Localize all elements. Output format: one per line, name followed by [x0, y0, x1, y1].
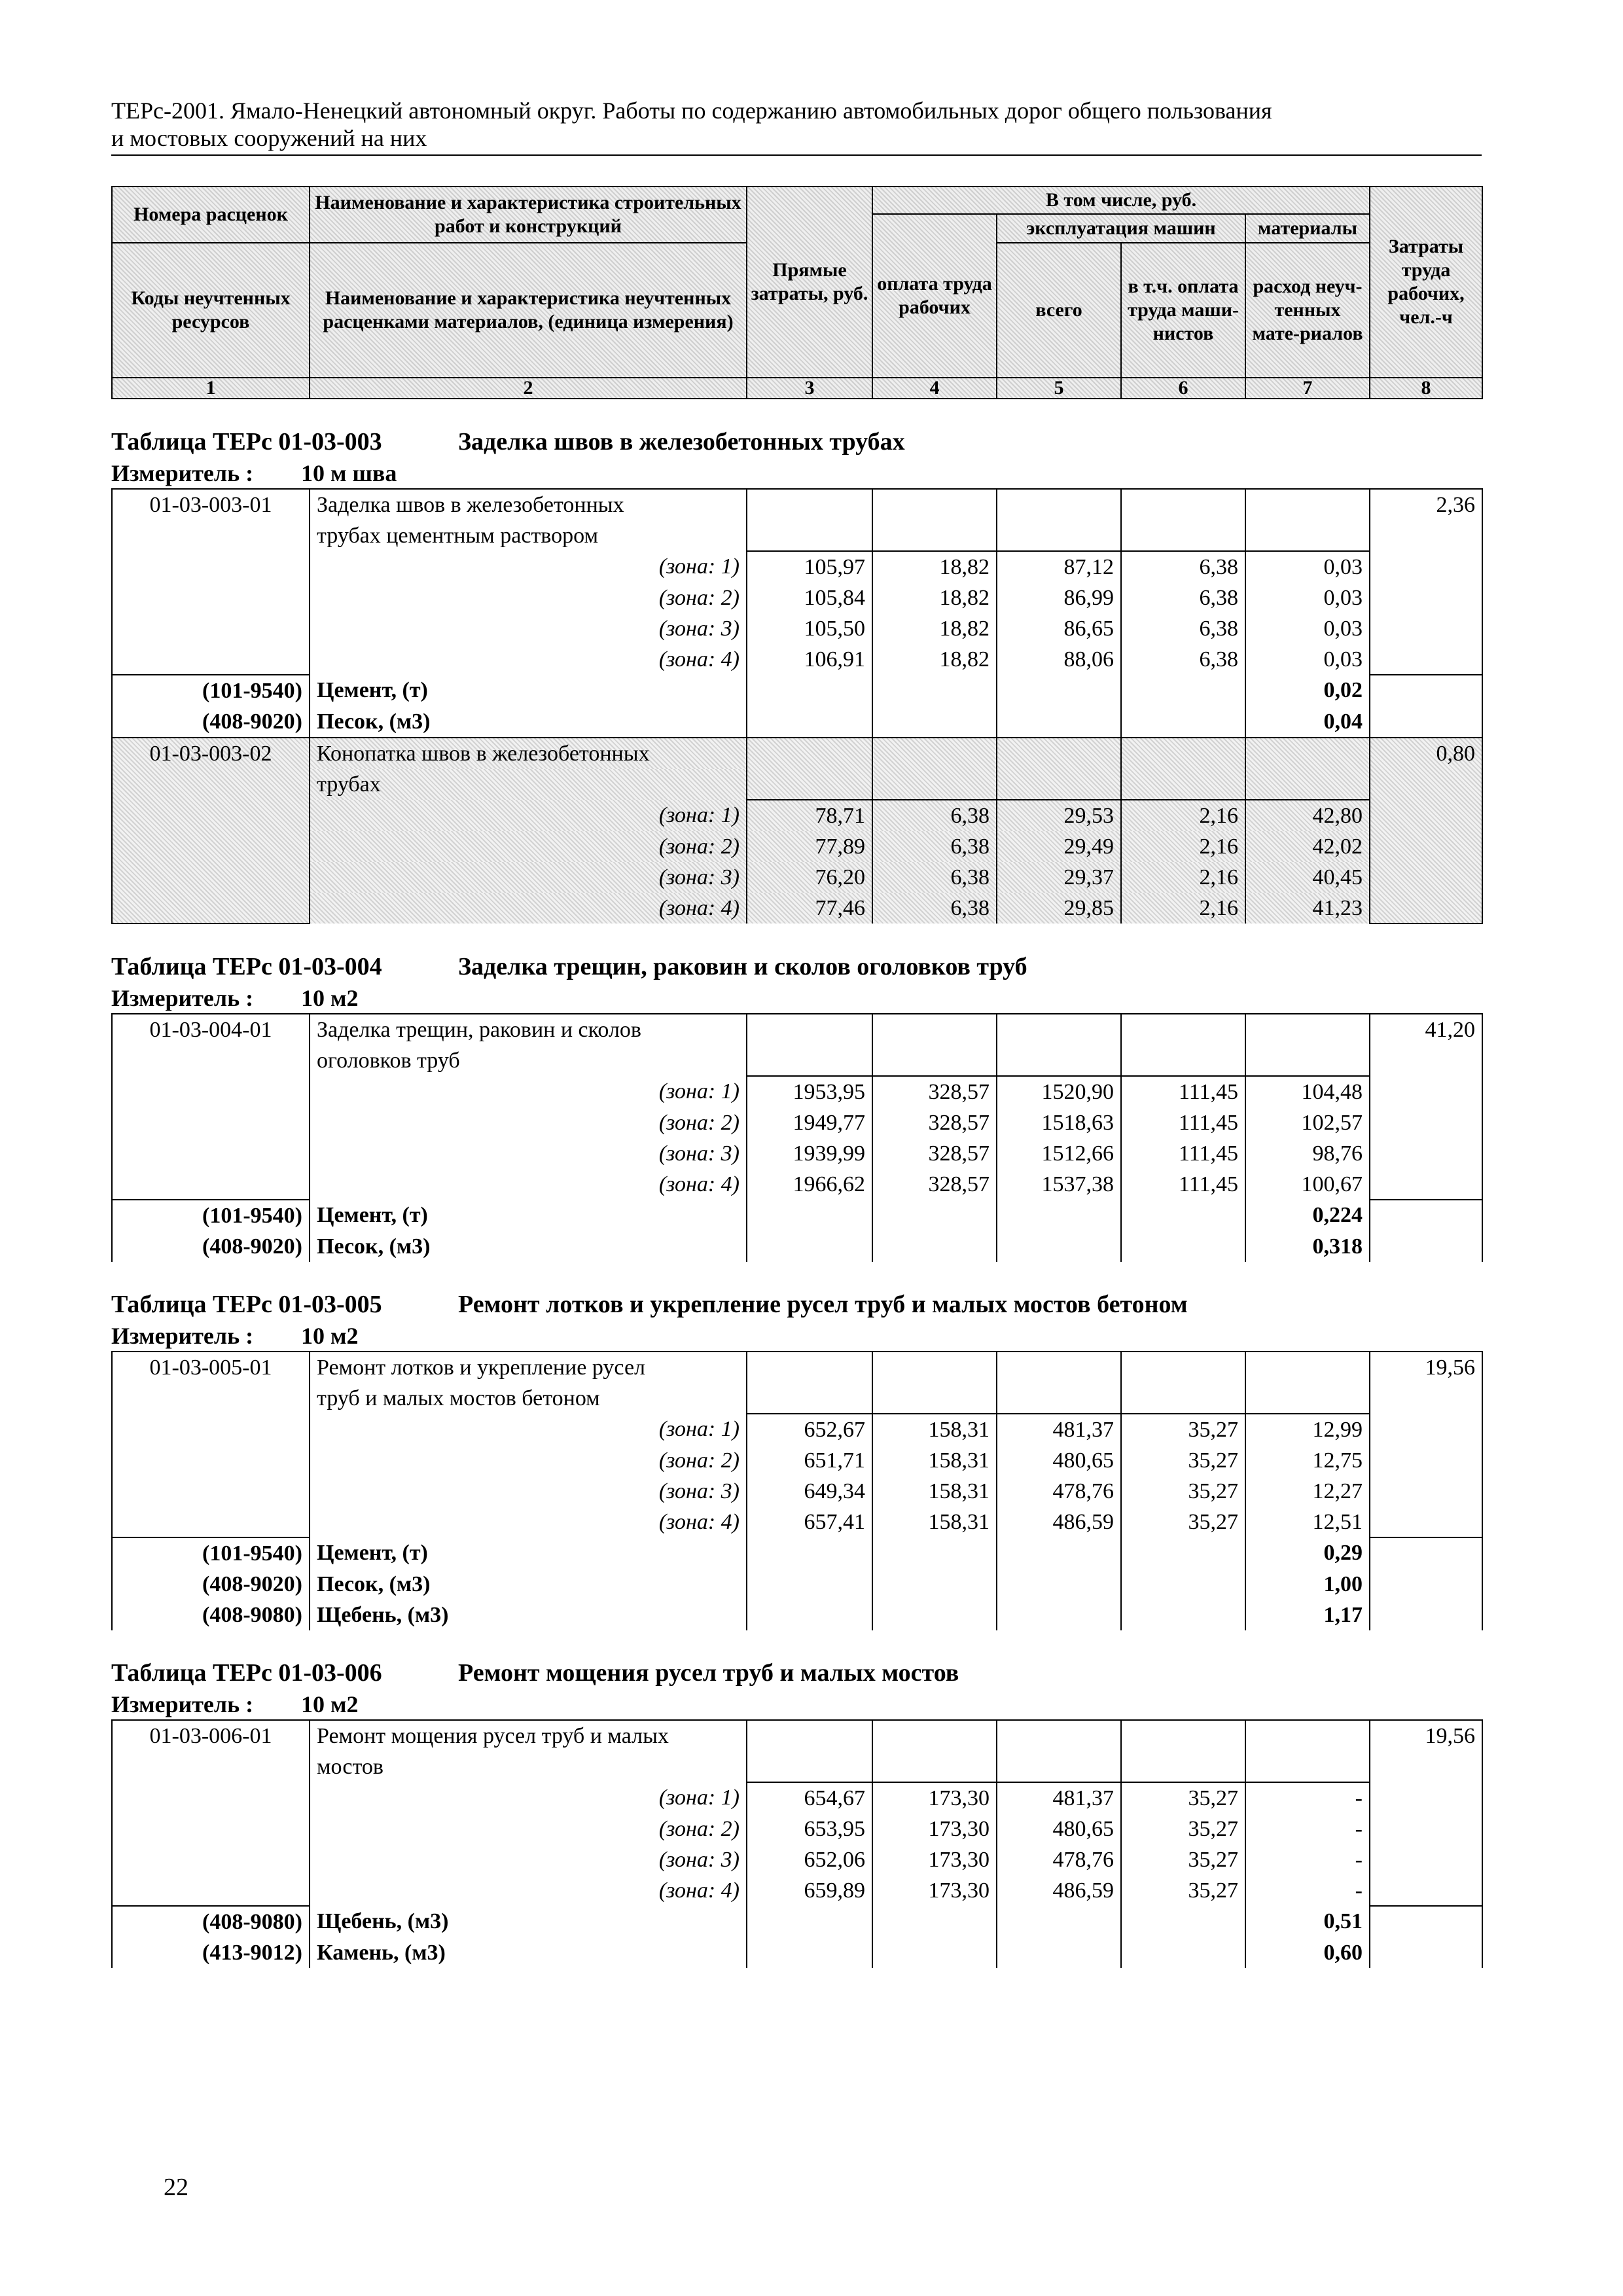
zone-value: -	[1245, 1814, 1370, 1844]
table-name: Заделка трещин, раковин и сколов оголовков труб	[458, 953, 1027, 980]
zone-value: 35,27	[1121, 1844, 1245, 1875]
zone-value: 42,02	[1245, 831, 1370, 862]
zone-value: 2,16	[1121, 800, 1245, 831]
column-header-table	[111, 186, 1483, 399]
zone-row	[112, 1414, 1482, 1445]
zone-value: 111,45	[1121, 1138, 1245, 1169]
zone-value: 12,75	[1245, 1445, 1370, 1476]
zone-value: 111,45	[1121, 1107, 1245, 1138]
resource-name: Песок, (м3)	[310, 1569, 747, 1600]
meter-line	[111, 983, 1482, 1013]
zone-row	[112, 1814, 1482, 1844]
rate-name-line-2: трубах	[310, 769, 747, 800]
resource-value: 0,51	[1245, 1906, 1370, 1937]
zone-row	[112, 1782, 1482, 1814]
zone-value: 18,82	[872, 613, 997, 644]
zone-value: 6,38	[1121, 583, 1245, 613]
rate-id: 01-03-004-01	[112, 1014, 310, 1200]
zone-label: (зона: 1)	[310, 1414, 747, 1445]
zone-value: 86,65	[997, 613, 1121, 644]
col-num: 2	[310, 378, 747, 399]
rate-name-line-2: мостов	[310, 1751, 747, 1782]
zone-value: 2,16	[1121, 831, 1245, 862]
machines-header: эксплуатация машин	[997, 214, 1245, 243]
document-page	[111, 97, 1482, 1968]
header-line-1: ТЕРс-2001. Ямало-Ненецкий автономный округ. Работы по содержанию автомобильных дорог общего пользования	[111, 98, 1272, 124]
zone-value: 12,99	[1245, 1414, 1370, 1445]
rate-id: 01-03-003-02	[112, 738, 310, 924]
rate-row	[112, 1720, 1482, 1751]
zone-label: (зона: 4)	[310, 644, 747, 675]
resource-code: (101-9540)	[112, 675, 310, 706]
resource-value: 1,17	[1245, 1600, 1370, 1630]
zone-value: 77,89	[747, 831, 872, 862]
rate-row	[112, 1352, 1482, 1383]
labor-cost: 19,56	[1370, 1720, 1482, 1906]
zone-value: 158,31	[872, 1476, 997, 1507]
zone-value: 654,67	[747, 1782, 872, 1814]
resource-code: (413-9012)	[112, 1937, 310, 1968]
meter-line	[111, 458, 1482, 488]
zone-value: 105,50	[747, 613, 872, 644]
zone-value: 328,57	[872, 1076, 997, 1107]
rate-row	[112, 738, 1482, 769]
zone-label: (зона: 2)	[310, 1814, 747, 1844]
resource-code: (408-9080)	[112, 1906, 310, 1937]
zone-value: 6,38	[872, 862, 997, 893]
table-name: Ремонт лотков и укрепление русел труб и малых мостов бетоном	[458, 1291, 1188, 1318]
rate-name-line-1: Ремонт лотков и укрепление русел	[310, 1352, 747, 1383]
zone-value: 87,12	[997, 551, 1121, 583]
zone-value: 486,59	[997, 1507, 1121, 1537]
zone-value: 98,76	[1245, 1138, 1370, 1169]
meter-value: 10 м2	[301, 1323, 359, 1349]
zone-value: 173,30	[872, 1782, 997, 1814]
zone-value: 649,34	[747, 1476, 872, 1507]
resource-value: 0,02	[1245, 675, 1370, 706]
labor-cost: 19,56	[1370, 1352, 1482, 1537]
zone-row	[112, 831, 1482, 862]
col4-header: оплата труда рабочих	[872, 214, 997, 378]
zone-value: 106,91	[747, 644, 872, 675]
labor-cost: 0,80	[1370, 738, 1482, 924]
zone-label: (зона: 2)	[310, 1445, 747, 1476]
zone-value: 480,65	[997, 1814, 1121, 1844]
resource-code: (408-9020)	[112, 1231, 310, 1262]
zone-value: 1949,77	[747, 1107, 872, 1138]
zone-value: 102,57	[1245, 1107, 1370, 1138]
resource-row	[112, 1200, 1482, 1231]
zone-value: 659,89	[747, 1875, 872, 1906]
col7-header: расход неуч-тенных мате-риалов	[1245, 243, 1370, 378]
zone-value: 6,38	[1121, 644, 1245, 675]
zone-value: 0,03	[1245, 644, 1370, 675]
zone-value: -	[1245, 1875, 1370, 1906]
materials-header: материалы	[1245, 214, 1370, 243]
resource-row	[112, 1600, 1482, 1630]
resource-row	[112, 1937, 1482, 1968]
zone-value: 29,85	[997, 893, 1121, 924]
zone-value: -	[1245, 1844, 1370, 1875]
zone-value: 653,95	[747, 1814, 872, 1844]
resource-row	[112, 1537, 1482, 1569]
rate-name-line-1: Заделка швов в железобетонных	[310, 489, 747, 520]
zone-label: (зона: 3)	[310, 1844, 747, 1875]
zone-value: 111,45	[1121, 1076, 1245, 1107]
resource-name: Цемент, (т)	[310, 1537, 747, 1569]
resource-name: Песок, (м3)	[310, 1231, 747, 1262]
zone-value: -	[1245, 1782, 1370, 1814]
resource-value: 0,29	[1245, 1537, 1370, 1569]
col8-header: Затраты труда рабочих, чел.-ч	[1370, 187, 1482, 378]
zone-value: 480,65	[997, 1445, 1121, 1476]
col5-header: всего	[997, 243, 1121, 378]
rate-table	[111, 1719, 1483, 1968]
table-title	[111, 950, 1482, 983]
rate-table	[111, 488, 1483, 924]
table-title	[111, 425, 1482, 458]
meter-label: Измеритель :	[111, 1691, 254, 1717]
col1-top-header: Номера расценок	[112, 187, 310, 243]
zone-value: 173,30	[872, 1814, 997, 1844]
zone-row	[112, 1076, 1482, 1107]
zone-label: (зона: 4)	[310, 1507, 747, 1537]
table-code: Таблица ТЕРс 01-03-005	[111, 1291, 382, 1318]
zone-value: 1518,63	[997, 1107, 1121, 1138]
labor-cost: 2,36	[1370, 489, 1482, 675]
zone-value: 29,53	[997, 800, 1121, 831]
resource-value: 0,224	[1245, 1200, 1370, 1231]
zone-row	[112, 1107, 1482, 1138]
col2-top-header: Наименование и характеристика строительных работ и конструкций	[310, 187, 747, 243]
zone-value: 2,16	[1121, 862, 1245, 893]
rate-id: 01-03-006-01	[112, 1720, 310, 1906]
meter-value: 10 м2	[301, 1691, 359, 1717]
zone-row	[112, 583, 1482, 613]
zone-value: 12,51	[1245, 1507, 1370, 1537]
zone-value: 78,71	[747, 800, 872, 831]
meter-value: 10 м2	[301, 985, 359, 1011]
rate-table	[111, 1013, 1483, 1262]
zone-value: 481,37	[997, 1782, 1121, 1814]
zone-value: 35,27	[1121, 1507, 1245, 1537]
zone-value: 35,27	[1121, 1476, 1245, 1507]
resource-row	[112, 1906, 1482, 1937]
zone-value: 105,84	[747, 583, 872, 613]
resource-code: (101-9540)	[112, 1537, 310, 1569]
zone-row	[112, 1476, 1482, 1507]
resource-row	[112, 1569, 1482, 1600]
zone-value: 1520,90	[997, 1076, 1121, 1107]
zone-value: 18,82	[872, 644, 997, 675]
meter-line	[111, 1321, 1482, 1351]
resource-name: Щебень, (м3)	[310, 1906, 747, 1937]
zone-label: (зона: 4)	[310, 1169, 747, 1200]
zone-value: 173,30	[872, 1875, 997, 1906]
zone-row	[112, 1844, 1482, 1875]
zone-value: 35,27	[1121, 1814, 1245, 1844]
col1-bottom-header: Коды неучтенных ресурсов	[112, 243, 310, 378]
zone-value: 173,30	[872, 1844, 997, 1875]
rate-name-line-1: Ремонт мощения русел труб и малых	[310, 1720, 747, 1751]
zone-value: 158,31	[872, 1507, 997, 1537]
zone-value: 76,20	[747, 862, 872, 893]
zone-value: 77,46	[747, 893, 872, 924]
zone-label: (зона: 2)	[310, 583, 747, 613]
table-name: Заделка швов в железобетонных трубах	[458, 428, 905, 456]
zone-label: (зона: 3)	[310, 613, 747, 644]
zone-value: 6,38	[872, 800, 997, 831]
resource-value: 0,04	[1245, 706, 1370, 738]
col-num: 7	[1245, 378, 1370, 399]
zone-row	[112, 800, 1482, 831]
resource-row	[112, 706, 1482, 738]
resource-value: 0,60	[1245, 1937, 1370, 1968]
zone-row	[112, 1445, 1482, 1476]
zone-label: (зона: 1)	[310, 1076, 747, 1107]
zone-value: 652,06	[747, 1844, 872, 1875]
zone-value: 0,03	[1245, 551, 1370, 583]
zone-value: 652,67	[747, 1414, 872, 1445]
col-num: 4	[872, 378, 997, 399]
zone-value: 35,27	[1121, 1782, 1245, 1814]
col-num: 8	[1370, 378, 1482, 399]
meter-label: Измеритель :	[111, 985, 254, 1011]
zone-value: 35,27	[1121, 1875, 1245, 1906]
running-header	[111, 97, 1482, 156]
zone-value: 328,57	[872, 1169, 997, 1200]
zone-label: (зона: 2)	[310, 831, 747, 862]
zone-row	[112, 613, 1482, 644]
zone-row	[112, 1138, 1482, 1169]
table-code: Таблица ТЕРс 01-03-006	[111, 1659, 382, 1687]
table-title	[111, 1288, 1482, 1321]
table-code: Таблица ТЕРс 01-03-004	[111, 953, 382, 980]
column-number-row	[112, 378, 1482, 399]
resource-row	[112, 675, 1482, 706]
table-code: Таблица ТЕРс 01-03-003	[111, 428, 382, 456]
rate-name-line-1: Конопатка швов в железобетонных	[310, 738, 747, 769]
zone-row	[112, 644, 1482, 675]
resource-name: Цемент, (т)	[310, 1200, 747, 1231]
resource-value: 1,00	[1245, 1569, 1370, 1600]
rate-id: 01-03-005-01	[112, 1352, 310, 1537]
zone-label: (зона: 4)	[310, 893, 747, 924]
zone-value: 158,31	[872, 1445, 997, 1476]
zone-value: 18,82	[872, 583, 997, 613]
zone-value: 35,27	[1121, 1445, 1245, 1476]
zone-row	[112, 551, 1482, 583]
zone-label: (зона: 3)	[310, 862, 747, 893]
zone-value: 1512,66	[997, 1138, 1121, 1169]
zone-value: 6,38	[872, 893, 997, 924]
zone-value: 2,16	[1121, 893, 1245, 924]
table-name: Ремонт мощения русел труб и малых мостов	[458, 1659, 959, 1687]
resource-name: Цемент, (т)	[310, 675, 747, 706]
zone-value: 41,23	[1245, 893, 1370, 924]
col3-header: Прямые затраты, руб.	[747, 187, 872, 378]
zone-value: 6,38	[872, 831, 997, 862]
zone-value: 481,37	[997, 1414, 1121, 1445]
rate-name-line-2: труб и малых мостов бетоном	[310, 1383, 747, 1414]
rate-row	[112, 489, 1482, 520]
zone-value: 105,97	[747, 551, 872, 583]
zone-value: 86,99	[997, 583, 1121, 613]
rate-table	[111, 1351, 1483, 1630]
zone-value: 651,71	[747, 1445, 872, 1476]
zone-label: (зона: 1)	[310, 1782, 747, 1814]
rate-name-line-2: оголовков труб	[310, 1045, 747, 1076]
zone-label: (зона: 1)	[310, 800, 747, 831]
zone-value: 111,45	[1121, 1169, 1245, 1200]
col-num: 1	[112, 378, 310, 399]
resource-code: (408-9020)	[112, 1569, 310, 1600]
col6-header: в т.ч. оплата труда маши-нистов	[1121, 243, 1245, 378]
col-num: 5	[997, 378, 1121, 399]
zone-value: 158,31	[872, 1414, 997, 1445]
zone-row	[112, 1507, 1482, 1537]
meter-label: Измеритель :	[111, 460, 254, 486]
zone-value: 657,41	[747, 1507, 872, 1537]
resource-code: (101-9540)	[112, 1200, 310, 1231]
rate-name-line-1: Заделка трещин, раковин и сколов	[310, 1014, 747, 1045]
zone-label: (зона: 4)	[310, 1875, 747, 1906]
zone-label: (зона: 1)	[310, 551, 747, 583]
col-num: 6	[1121, 378, 1245, 399]
zone-row	[112, 862, 1482, 893]
zone-value: 35,27	[1121, 1414, 1245, 1445]
zone-value: 328,57	[872, 1107, 997, 1138]
zone-row	[112, 893, 1482, 924]
zone-value: 29,49	[997, 831, 1121, 862]
zone-value: 18,82	[872, 551, 997, 583]
meter-value: 10 м шва	[301, 460, 397, 486]
zone-value: 478,76	[997, 1476, 1121, 1507]
zone-label: (зона: 3)	[310, 1476, 747, 1507]
rate-name-line-2: трубах цементным раствором	[310, 520, 747, 551]
labor-cost: 41,20	[1370, 1014, 1482, 1200]
zone-value: 88,06	[997, 644, 1121, 675]
zone-value: 1953,95	[747, 1076, 872, 1107]
zone-label: (зона: 2)	[310, 1107, 747, 1138]
incl-header: В том числе, руб.	[872, 187, 1370, 214]
resource-row	[112, 1231, 1482, 1262]
zone-value: 328,57	[872, 1138, 997, 1169]
zone-value: 1537,38	[997, 1169, 1121, 1200]
zone-value: 478,76	[997, 1844, 1121, 1875]
zone-value: 1966,62	[747, 1169, 872, 1200]
rate-tables	[111, 425, 1482, 1968]
zone-value: 6,38	[1121, 551, 1245, 583]
resource-value: 0,318	[1245, 1231, 1370, 1262]
resource-name: Щебень, (м3)	[310, 1600, 747, 1630]
rate-row	[112, 1014, 1482, 1045]
zone-value: 486,59	[997, 1875, 1121, 1906]
resource-name: Песок, (м3)	[310, 706, 747, 738]
zone-label: (зона: 3)	[310, 1138, 747, 1169]
zone-value: 12,27	[1245, 1476, 1370, 1507]
zone-value: 40,45	[1245, 862, 1370, 893]
page-number: 22	[164, 2174, 188, 2201]
zone-value: 100,67	[1245, 1169, 1370, 1200]
zone-value: 42,80	[1245, 800, 1370, 831]
table-title	[111, 1657, 1482, 1689]
meter-line	[111, 1689, 1482, 1719]
zone-value: 6,38	[1121, 613, 1245, 644]
zone-value: 0,03	[1245, 613, 1370, 644]
resource-code: (408-9020)	[112, 706, 310, 738]
col-num: 3	[747, 378, 872, 399]
zone-row	[112, 1169, 1482, 1200]
rate-id: 01-03-003-01	[112, 489, 310, 675]
header-line-2: и мостовых сооружений на них	[111, 125, 427, 151]
zone-row	[112, 1875, 1482, 1906]
zone-value: 0,03	[1245, 583, 1370, 613]
resource-code: (408-9080)	[112, 1600, 310, 1630]
col2-bottom-header: Наименование и характеристика неучтенных расценками материалов, (единица измерения)	[310, 243, 747, 378]
resource-name: Камень, (м3)	[310, 1937, 747, 1968]
zone-value: 1939,99	[747, 1138, 872, 1169]
meter-label: Измеритель :	[111, 1323, 254, 1349]
zone-value: 29,37	[997, 862, 1121, 893]
zone-value: 104,48	[1245, 1076, 1370, 1107]
